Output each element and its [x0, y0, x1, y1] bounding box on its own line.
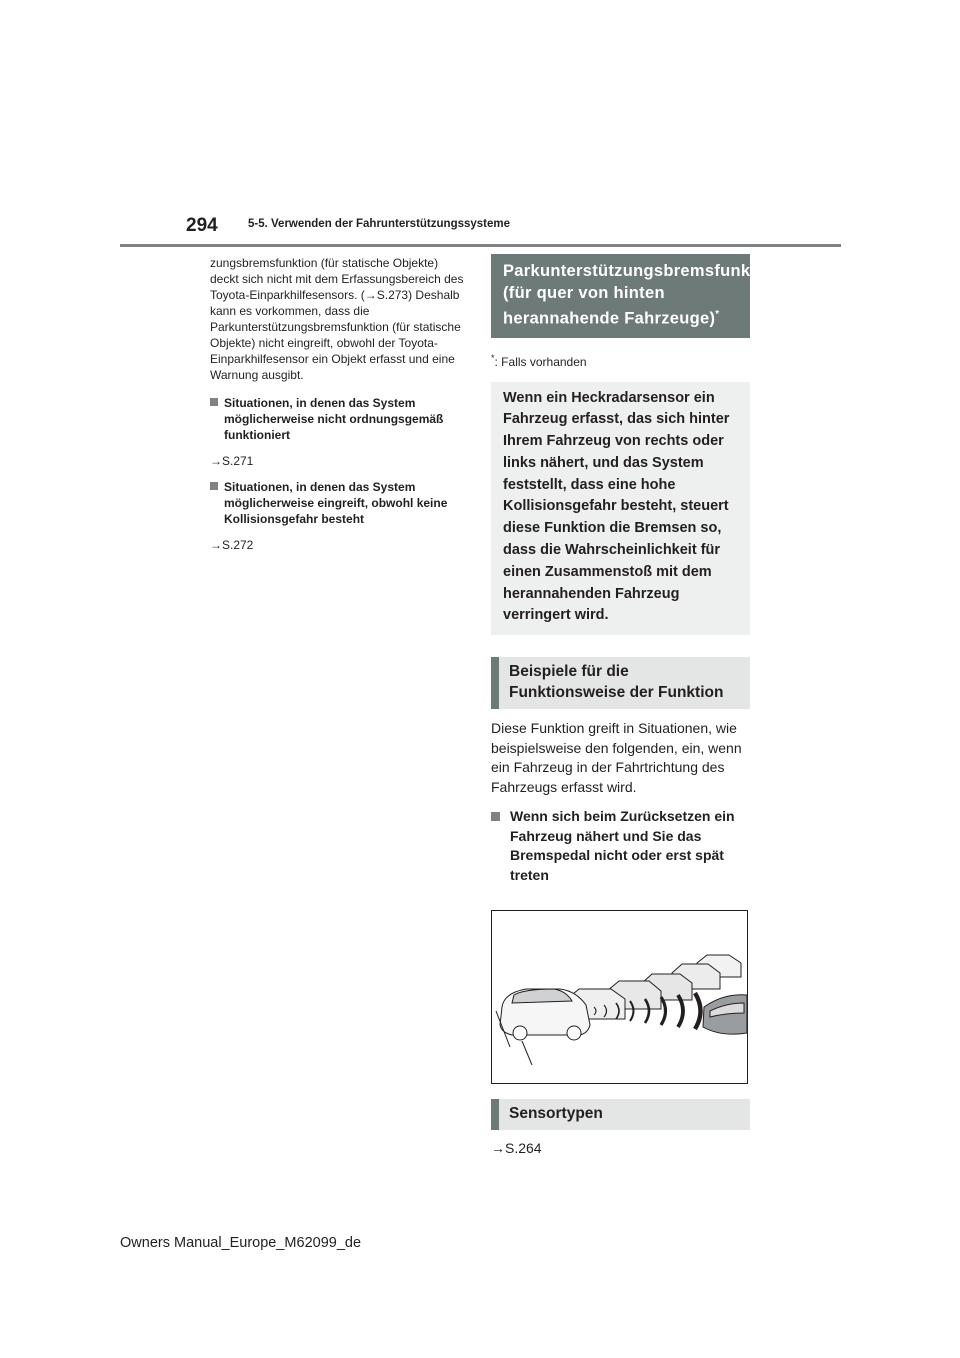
subsection-title: Situationen, in denen das System möglicherweise eingreift, obwohl keine Kollisionsgefahr besteht [224, 480, 448, 526]
footnote-text: : Falls vorhanden [494, 354, 587, 369]
subsection-false-trigger [210, 479, 466, 527]
subsection-malfunction [210, 395, 466, 443]
page-number: 294 [186, 215, 218, 236]
subsection-title: Situationen, in denen das System möglicherweise nicht ordnungsgemäß funktioniert [224, 396, 444, 442]
square-bullet-icon [210, 398, 218, 406]
examples-heading: Beispiele für die Funktionsweise der Funktion [491, 657, 750, 709]
footnote-marker: * [491, 352, 495, 363]
footer-manual-id: Owners Manual_Europe_M62099_de [120, 1235, 362, 1251]
sensor-types-heading: Sensortypen [491, 1099, 750, 1130]
header-rule [120, 244, 841, 247]
right-column [491, 254, 782, 1170]
parking-illustration [491, 910, 748, 1084]
section-title-text: Parkunterstützungsbremsfunktion (für quer von hinten herannahende Fahrzeuge) [503, 262, 782, 328]
page-reference-link[interactable]: →S.272 [210, 538, 254, 552]
section-header: 5-5. Verwenden der Fahrunterstützungssysteme [248, 218, 511, 230]
footnote-marker: * [715, 309, 720, 320]
reversing-car-illustration-icon [492, 911, 747, 1083]
example-item-title: Wenn sich beim Zurücksetzen ein Fahrzeug nähert und Sie das Bremspedal nicht oder erst spät treten [510, 808, 735, 883]
square-bullet-icon [491, 812, 500, 821]
left-paragraph: zungsbremsfunktion (für statische Objekte) deckt sich nicht mit dem Erfassungsbereich des Toyota-Einparkhilfesensors. (→S.273) Deshalb kann es vorkommen, dass die Parkunterstützungsbremsfunktion (für statische Objekte) nicht eingreift, obwohl der Toyota-Einparkhilfesensor ein Objekt erfasst und eine Warnung ausgibt. [210, 256, 464, 382]
left-column [210, 255, 466, 553]
example-item [491, 807, 750, 885]
page-reference-link[interactable]: →S.271 [210, 454, 254, 468]
footnote [491, 350, 750, 370]
intro-box: Wenn ein Heckradarsensor ein Fahrzeug erfasst, das sich hinter Ihrem Fahrzeug von rechts oder links nähert, und das System feststellt, dass eine hohe Kollisionsgefahr besteht, steuert diese Funktion die Bremsen so, dass die Wahrscheinlichkeit für einen Zusammenstoß mit dem herannahenden Fahrzeug verringert wird. [491, 382, 750, 636]
page-reference-link[interactable]: →S.264 [491, 1140, 542, 1157]
examples-text: Diese Funktion greift in Situationen, wie beispielsweise den folgenden, ein, wenn ein Fahrzeug in der Fahrtrichtung des Fahrzeugs erfasst wird. [491, 720, 742, 795]
square-bullet-icon [210, 482, 218, 490]
section-title [491, 254, 782, 338]
